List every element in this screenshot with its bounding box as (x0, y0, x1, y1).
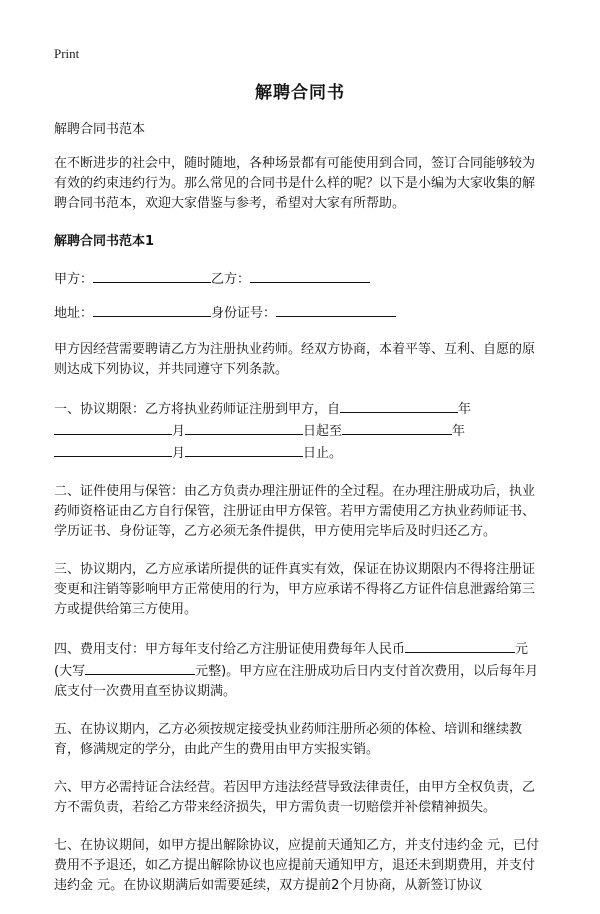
id-number-blank[interactable] (276, 302, 396, 317)
intro-paragraph: 在不断进步的社会中，随时随地，各种场景都有可能使用到合同，签订合同能够较为有效的约束违约行为。那么常见的合同书是什么样的呢？以下是小编为大家收集的解聘合同书范本，欢迎大家借鉴与参考，希望对大家有所帮助。 (54, 156, 536, 211)
id-number-label: 身份证号： (211, 306, 277, 321)
end-year-label: 年 (452, 424, 466, 439)
section-heading: 解聘合同书范本1 (54, 234, 155, 249)
year-label: 年 (458, 402, 472, 417)
start-year-blank[interactable] (340, 398, 458, 413)
month-label: 月 (172, 424, 186, 439)
clause-7: 七、在协议期间，如甲方提出解除协议，应提前天通知乙方，并支付违约金 元，已付费用不予退还，如乙方提出解除协议也应提前天通知甲方，退还未到期费用，并支付违约金 元。在协议期满后如需要延续，双方提前2个月协商，从新签订协议 (54, 838, 540, 893)
end-year-blank[interactable] (342, 420, 452, 435)
start-day-blank[interactable] (185, 420, 303, 435)
document-title: 解聘合同书 (255, 83, 345, 103)
end-month-label: 月 (172, 446, 186, 461)
clause-6: 六、甲方必需持证合法经营。若因甲方违法经营导致法律责任，由甲方全权负责，乙方不需负责，若给乙方带来经济损失，甲方需负责一切赔偿并补偿精神损失。 (54, 780, 536, 815)
fee-amount-blank[interactable] (405, 638, 515, 653)
party-row (54, 268, 546, 288)
address-row (54, 302, 546, 322)
clause-4-text-b: 元(大写 (54, 642, 529, 679)
day-to-label: 日止。 (303, 446, 343, 461)
preamble-paragraph: 甲方因经营需要聘请乙方为注册执业药师。经双方协商，本着平等、互利、自愿的原则达成下列协议，并共同遵守下列条款。 (54, 342, 536, 377)
print-link[interactable]: Print (54, 46, 80, 61)
document-subtitle: 解聘合同书范本 (54, 122, 146, 137)
address-blank[interactable] (93, 302, 211, 317)
party-fields (54, 268, 546, 322)
end-month-blank[interactable] (54, 442, 172, 457)
clause-5: 五、在协议期内，乙方必须按规定接受执业药师注册所必须的体检、培训和继续教育，修满规定的学分，由此产生的费用由甲方实报实销。 (54, 722, 523, 757)
clause-4-text-a: 四、费用支付：甲方每年支付给乙方注册证使用费每年人民币 (54, 642, 406, 657)
clause-2: 二、证件使用与保管：由乙方负责办理注册证件的全过程。在办理注册成功后，执业药师资格证由乙方自行保管，注册证由甲方保管。若甲方需使用乙方执业药师证书、学历证书、身份证等，乙方必须无条件提供，甲方使用完毕后及时归还乙方。 (54, 484, 536, 539)
fee-amount-words-blank[interactable] (85, 660, 195, 675)
address-label: 地址： (54, 306, 94, 321)
clause-4-text-c: 元整)。甲方应在注册成功后日内支付首次费用，以后每年月底支付一次费用直至协议期满。 (54, 664, 539, 699)
clause-1-text: 一、协议期限：乙方将执业药师证注册到甲方，自 (54, 402, 341, 417)
clause-1 (54, 398, 546, 464)
end-day-blank[interactable] (185, 442, 303, 457)
party-a-blank[interactable] (93, 268, 211, 283)
start-month-blank[interactable] (54, 420, 172, 435)
clause-3: 三、协议期内，乙方应承诺所提供的证件真实有效，保证在协议期限内不得将注册证变更和注销等影响甲方正常使用的行为，甲方应承诺不得将乙方证件信息泄露给第三方或提供给第三方使用。 (54, 562, 536, 617)
party-b-blank[interactable] (250, 268, 370, 283)
day-from-label: 日起至 (303, 424, 343, 439)
clause-4 (54, 638, 546, 702)
document-body (54, 120, 546, 914)
party-b-label: 乙方： (211, 272, 251, 287)
party-a-label: 甲方： (54, 272, 94, 287)
